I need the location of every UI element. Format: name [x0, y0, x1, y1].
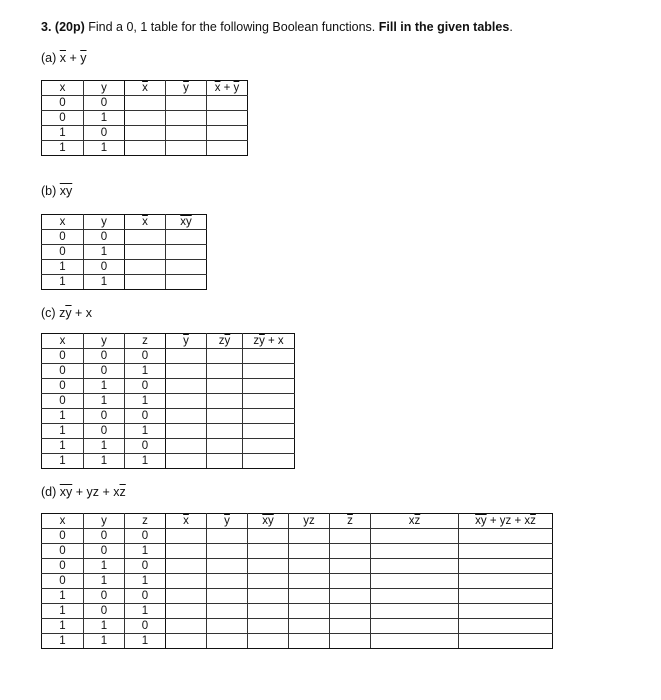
truth-table-d: [41, 513, 553, 649]
answer-cell[interactable]: [166, 529, 207, 544]
value-cell: 0: [42, 111, 84, 126]
value-cell: 0: [125, 349, 166, 364]
column-header: [84, 215, 125, 230]
answer-cell[interactable]: [166, 111, 207, 126]
column-header: [42, 334, 84, 349]
column-header: [84, 334, 125, 349]
header-term: $\overline{x}$: [142, 216, 148, 228]
value-cell: 1: [84, 111, 125, 126]
value-cell: 0: [42, 96, 84, 111]
answer-cell[interactable]: [243, 364, 295, 379]
answer-cell[interactable]: [125, 230, 166, 245]
table-row: [42, 604, 553, 619]
table-row: [42, 230, 207, 245]
table-row: [42, 424, 295, 439]
column-header: [289, 514, 330, 529]
answer-cell[interactable]: [371, 574, 459, 589]
answer-cell[interactable]: [166, 634, 207, 649]
answer-cell[interactable]: [125, 96, 166, 111]
answer-cell[interactable]: [248, 574, 289, 589]
table-row: [42, 111, 248, 126]
value-cell: 0: [125, 409, 166, 424]
table-row: [42, 634, 553, 649]
value-cell: 1: [125, 544, 166, 559]
value-cell: 0: [84, 424, 125, 439]
answer-cell[interactable]: [243, 379, 295, 394]
value-cell: 0: [84, 544, 125, 559]
answer-cell[interactable]: [207, 574, 248, 589]
answer-cell[interactable]: [166, 126, 207, 141]
table-row: [42, 454, 295, 469]
column-header: [166, 334, 207, 349]
answer-cell[interactable]: [371, 589, 459, 604]
answer-cell[interactable]: [125, 260, 166, 275]
table-header-row: [42, 514, 553, 529]
value-cell: 0: [125, 589, 166, 604]
column-header: [459, 514, 553, 529]
answer-cell[interactable]: [248, 529, 289, 544]
value-cell: 1: [84, 634, 125, 649]
answer-cell[interactable]: [207, 409, 243, 424]
answer-cell[interactable]: [248, 604, 289, 619]
table-header-row: [42, 81, 248, 96]
truth-table-b: [41, 214, 207, 290]
answer-cell[interactable]: [459, 634, 553, 649]
value-cell: 1: [42, 439, 84, 454]
answer-cell[interactable]: [371, 619, 459, 634]
header-term: x: [59, 82, 66, 94]
answer-cell[interactable]: [207, 634, 248, 649]
answer-cell[interactable]: [125, 141, 166, 156]
answer-cell[interactable]: [248, 544, 289, 559]
column-header: [166, 215, 207, 230]
header-term: $\overline{y}$: [183, 82, 189, 94]
value-cell: 1: [125, 634, 166, 649]
value-cell: 0: [42, 245, 84, 260]
answer-cell[interactable]: [166, 454, 207, 469]
answer-cell[interactable]: [166, 424, 207, 439]
part-b-expression: [60, 184, 73, 198]
header-term: x: [408, 515, 415, 527]
table-row: [42, 379, 295, 394]
header-term: z: [142, 515, 148, 527]
answer-cell[interactable]: [166, 604, 207, 619]
value-cell: 0: [84, 260, 125, 275]
answer-cell[interactable]: [330, 574, 371, 589]
answer-cell[interactable]: [166, 589, 207, 604]
value-cell: 1: [42, 604, 84, 619]
answer-cell[interactable]: [289, 529, 330, 544]
answer-cell[interactable]: [289, 574, 330, 589]
answer-cell[interactable]: [166, 275, 207, 290]
expression-term: $\overline{z}$: [119, 485, 126, 499]
answer-cell[interactable]: [207, 559, 248, 574]
header-term: $\overline{xy}$: [262, 515, 274, 527]
table-row: [42, 349, 295, 364]
value-cell: 1: [84, 379, 125, 394]
value-cell: 0: [125, 529, 166, 544]
value-cell: 1: [125, 394, 166, 409]
answer-cell[interactable]: [330, 544, 371, 559]
answer-cell[interactable]: [166, 230, 207, 245]
answer-cell[interactable]: [330, 559, 371, 574]
answer-cell[interactable]: [207, 394, 243, 409]
table-row: [42, 245, 207, 260]
value-cell: 1: [84, 439, 125, 454]
value-cell: 0: [42, 364, 84, 379]
header-term: x: [59, 515, 66, 527]
table-row: [42, 559, 553, 574]
answer-cell[interactable]: [166, 141, 207, 156]
value-cell: 1: [42, 619, 84, 634]
answer-cell[interactable]: [207, 349, 243, 364]
value-cell: 1: [42, 260, 84, 275]
value-cell: 0: [42, 544, 84, 559]
column-header: [243, 334, 295, 349]
answer-cell[interactable]: [207, 604, 248, 619]
value-cell: 0: [84, 529, 125, 544]
part-a-expression: [60, 51, 87, 65]
column-header: [84, 81, 125, 96]
answer-cell[interactable]: [243, 394, 295, 409]
column-header: [125, 81, 166, 96]
value-cell: 0: [42, 529, 84, 544]
value-cell: 0: [125, 439, 166, 454]
answer-cell[interactable]: [207, 424, 243, 439]
header-term: $\overline{x}$: [214, 82, 221, 94]
answer-cell[interactable]: [330, 604, 371, 619]
value-cell: 0: [84, 589, 125, 604]
header-term: y: [101, 82, 107, 94]
value-cell: 1: [125, 604, 166, 619]
value-cell: 1: [42, 409, 84, 424]
expression-term: + x: [71, 306, 93, 320]
column-header: [166, 81, 207, 96]
table-row: [42, 260, 207, 275]
answer-cell[interactable]: [459, 619, 553, 634]
value-cell: 1: [42, 141, 84, 156]
value-cell: 0: [42, 394, 84, 409]
header-term: $\overline{x}$: [183, 515, 189, 527]
table-header-row: [42, 334, 295, 349]
answer-cell[interactable]: [166, 574, 207, 589]
answer-cell[interactable]: [243, 424, 295, 439]
value-cell: 1: [42, 634, 84, 649]
answer-cell[interactable]: [207, 126, 248, 141]
answer-cell[interactable]: [371, 559, 459, 574]
column-header: [330, 514, 371, 529]
answer-cell[interactable]: [330, 529, 371, 544]
part-c-label: [41, 306, 92, 320]
column-header: [207, 81, 248, 96]
answer-cell[interactable]: [166, 544, 207, 559]
answer-cell[interactable]: [125, 245, 166, 260]
column-header: [42, 215, 84, 230]
value-cell: 1: [84, 454, 125, 469]
value-cell: 1: [42, 454, 84, 469]
column-header: [125, 215, 166, 230]
table-row: [42, 275, 207, 290]
table-row: [42, 141, 248, 156]
answer-cell[interactable]: [289, 544, 330, 559]
question-period: .: [509, 20, 513, 34]
answer-cell[interactable]: [243, 409, 295, 424]
part-b-label: [41, 184, 72, 198]
column-header: [42, 514, 84, 529]
answer-cell[interactable]: [289, 619, 330, 634]
table-row: [42, 364, 295, 379]
value-cell: 1: [84, 619, 125, 634]
answer-cell[interactable]: [166, 439, 207, 454]
value-cell: 0: [84, 230, 125, 245]
header-term: yz: [303, 515, 315, 527]
table-row: [42, 529, 553, 544]
answer-cell[interactable]: [207, 439, 243, 454]
column-header: [125, 514, 166, 529]
header-term: z: [142, 335, 148, 347]
question-text: Find a 0, 1 table for the following Boolean functions.: [84, 20, 379, 34]
answer-cell[interactable]: [166, 394, 207, 409]
question-number: 3.: [41, 20, 52, 34]
column-header: [42, 81, 84, 96]
header-term: x: [59, 216, 66, 228]
answer-cell[interactable]: [371, 529, 459, 544]
value-cell: 1: [42, 126, 84, 141]
header-term: $\overline{z}$: [414, 515, 421, 527]
part-label: (c): [41, 306, 56, 320]
value-cell: 1: [84, 394, 125, 409]
header-term: $\overline{y}$: [224, 515, 230, 527]
value-cell: 1: [84, 245, 125, 260]
expression-term: $\overline{xy}$: [59, 485, 73, 499]
column-header: [84, 514, 125, 529]
value-cell: 0: [125, 379, 166, 394]
value-cell: 0: [84, 604, 125, 619]
part-d-expression: [60, 485, 126, 499]
value-cell: 1: [125, 364, 166, 379]
header-term: $\overline{x}$: [142, 82, 148, 94]
column-header: [371, 514, 459, 529]
table-row: [42, 574, 553, 589]
truth-table-c: [41, 333, 295, 469]
table-row: [42, 394, 295, 409]
answer-cell[interactable]: [125, 275, 166, 290]
table-row: [42, 409, 295, 424]
question-heading: [41, 20, 513, 34]
answer-cell[interactable]: [166, 559, 207, 574]
value-cell: 1: [84, 141, 125, 156]
table-row: [42, 544, 553, 559]
value-cell: 1: [84, 559, 125, 574]
part-a-label: [41, 51, 87, 65]
answer-cell[interactable]: [330, 619, 371, 634]
header-term: + yz + x: [486, 515, 531, 527]
value-cell: 0: [125, 559, 166, 574]
answer-cell[interactable]: [371, 544, 459, 559]
table-row: [42, 439, 295, 454]
answer-cell[interactable]: [243, 439, 295, 454]
value-cell: 0: [84, 96, 125, 111]
table-header-row: [42, 215, 207, 230]
column-header: [248, 514, 289, 529]
part-c-expression: [59, 306, 92, 320]
value-cell: 0: [42, 574, 84, 589]
answer-cell[interactable]: [207, 529, 248, 544]
answer-cell[interactable]: [330, 634, 371, 649]
answer-cell[interactable]: [459, 559, 553, 574]
answer-cell[interactable]: [207, 141, 248, 156]
expression-term: $\overline{y}$: [65, 306, 72, 320]
expression-term: $\overline{x}$: [59, 51, 67, 65]
answer-cell[interactable]: [459, 544, 553, 559]
question-instruction: Fill in the given tables: [378, 20, 510, 34]
answer-cell[interactable]: [248, 589, 289, 604]
header-term: $\overline{y}$: [233, 82, 240, 94]
value-cell: 1: [125, 574, 166, 589]
column-header: [207, 514, 248, 529]
header-term: + x: [264, 335, 284, 347]
value-cell: 1: [42, 589, 84, 604]
answer-cell[interactable]: [371, 604, 459, 619]
answer-cell[interactable]: [207, 364, 243, 379]
truth-table-a: [41, 80, 248, 156]
value-cell: 0: [125, 619, 166, 634]
value-cell: 0: [42, 230, 84, 245]
answer-cell[interactable]: [125, 126, 166, 141]
table-row: [42, 589, 553, 604]
answer-cell[interactable]: [289, 634, 330, 649]
answer-cell[interactable]: [330, 589, 371, 604]
answer-cell[interactable]: [459, 589, 553, 604]
header-term: $\overline{xy}$: [180, 216, 192, 228]
answer-cell[interactable]: [207, 589, 248, 604]
header-term: y: [101, 515, 107, 527]
value-cell: 0: [84, 126, 125, 141]
expression-term: $\overline{y}$: [80, 51, 87, 65]
header-term: z: [253, 335, 260, 347]
value-cell: 1: [125, 424, 166, 439]
header-term: $\overline{xy}$: [475, 515, 487, 527]
header-term: +: [220, 82, 234, 94]
part-label: (d): [41, 485, 57, 499]
value-cell: 0: [84, 409, 125, 424]
part-label: (a): [41, 51, 57, 65]
answer-cell[interactable]: [166, 349, 207, 364]
column-header: [207, 334, 243, 349]
table-row: [42, 619, 553, 634]
answer-cell[interactable]: [166, 96, 207, 111]
header-term: $\overline{y}$: [224, 335, 231, 347]
header-term: $\overline{z}$: [347, 515, 353, 527]
header-term: x: [59, 335, 66, 347]
header-term: $\overline{y}$: [183, 335, 189, 347]
expression-term: +: [66, 51, 81, 65]
answer-cell[interactable]: [459, 604, 553, 619]
expression-term: z: [59, 306, 66, 320]
value-cell: 1: [125, 454, 166, 469]
value-cell: 0: [42, 379, 84, 394]
value-cell: 1: [84, 574, 125, 589]
value-cell: 1: [84, 275, 125, 290]
value-cell: 1: [42, 424, 84, 439]
answer-cell[interactable]: [207, 544, 248, 559]
expression-term: $\overline{xy}$: [59, 184, 73, 198]
answer-cell[interactable]: [243, 349, 295, 364]
answer-cell[interactable]: [166, 409, 207, 424]
answer-cell[interactable]: [166, 245, 207, 260]
answer-cell[interactable]: [289, 559, 330, 574]
answer-cell[interactable]: [243, 454, 295, 469]
answer-cell[interactable]: [166, 260, 207, 275]
value-cell: 0: [84, 364, 125, 379]
answer-cell[interactable]: [207, 379, 243, 394]
answer-cell[interactable]: [248, 634, 289, 649]
answer-cell[interactable]: [248, 619, 289, 634]
answer-cell[interactable]: [166, 364, 207, 379]
answer-cell[interactable]: [207, 619, 248, 634]
header-term: $\overline{z}$: [530, 515, 536, 527]
answer-cell[interactable]: [289, 604, 330, 619]
header-term: z: [218, 335, 225, 347]
answer-cell[interactable]: [248, 559, 289, 574]
header-term: $\overline{y}$: [259, 335, 265, 347]
answer-cell[interactable]: [459, 574, 553, 589]
column-header: [125, 334, 166, 349]
value-cell: 1: [42, 275, 84, 290]
table-row: [42, 126, 248, 141]
answer-cell[interactable]: [166, 619, 207, 634]
answer-cell[interactable]: [125, 111, 166, 126]
column-header: [166, 514, 207, 529]
value-cell: 0: [84, 349, 125, 364]
question-points: (20p): [54, 20, 85, 34]
answer-cell[interactable]: [166, 379, 207, 394]
answer-cell[interactable]: [207, 111, 248, 126]
table-row: [42, 96, 248, 111]
answer-cell[interactable]: [207, 96, 248, 111]
answer-cell[interactable]: [207, 454, 243, 469]
part-label: (b): [41, 184, 57, 198]
answer-cell[interactable]: [459, 529, 553, 544]
value-cell: 0: [42, 349, 84, 364]
header-term: y: [101, 335, 107, 347]
expression-term: + yz + x: [72, 485, 120, 499]
answer-cell[interactable]: [289, 589, 330, 604]
value-cell: 0: [42, 559, 84, 574]
part-d-label: [41, 485, 126, 499]
answer-cell[interactable]: [371, 634, 459, 649]
header-term: y: [101, 216, 107, 228]
